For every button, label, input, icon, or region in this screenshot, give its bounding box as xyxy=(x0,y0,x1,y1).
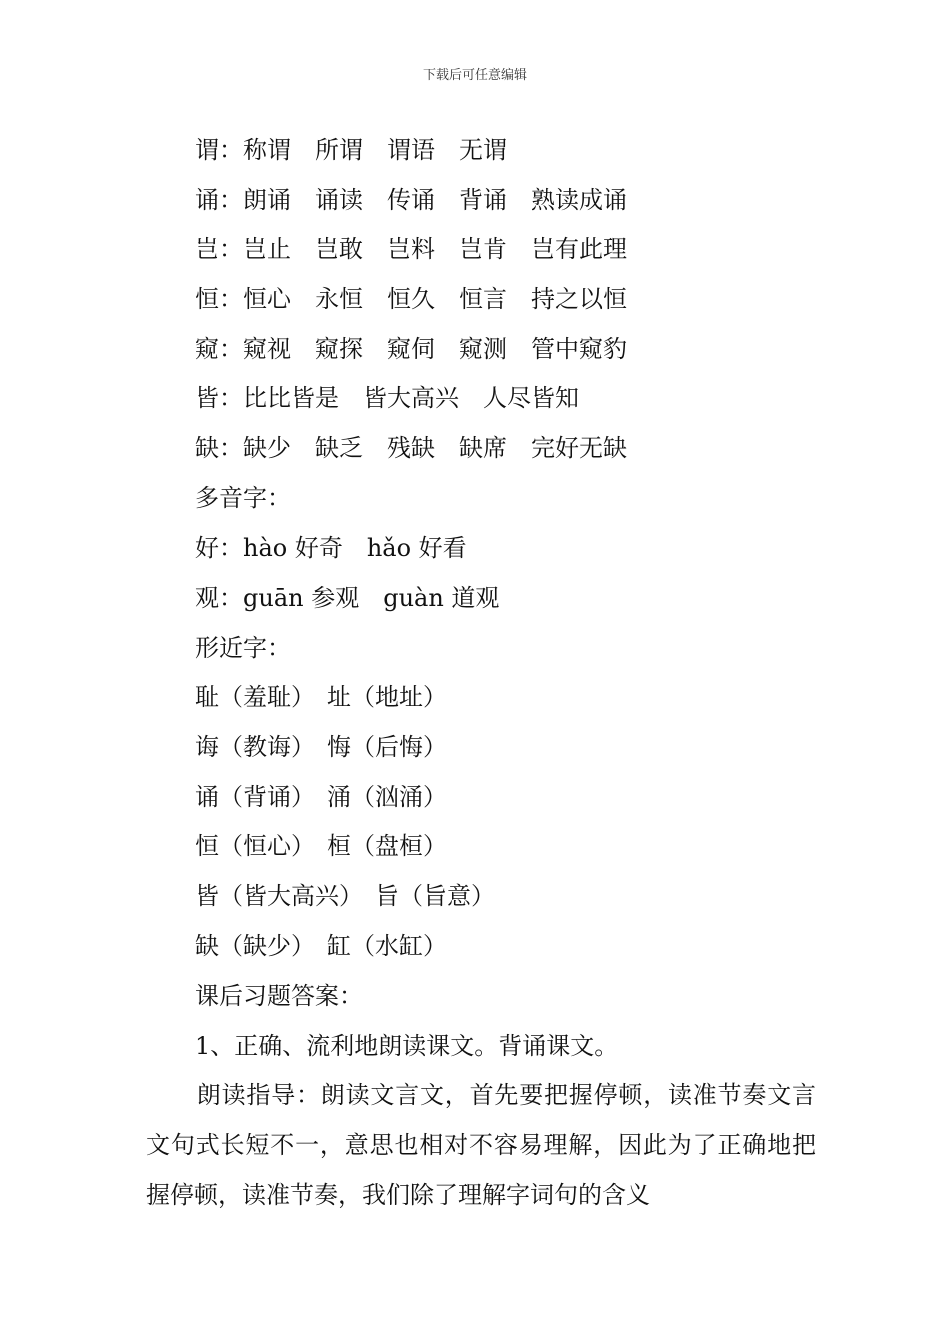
page-header: 下载后可任意编辑 xyxy=(422,68,527,83)
similar-char-line: 诵（背诵） 涌（汹涌） xyxy=(195,783,447,811)
similar-char-line: 皆（皆大高兴） 旨（旨意） xyxy=(195,882,495,910)
polyphone-line: 好：hào 好奇 hǎo 好看 xyxy=(195,534,467,562)
section-heading: 多音字： xyxy=(195,484,291,512)
polyphone-line: 观：guān 参观 guàn 道观 xyxy=(195,584,500,612)
vocab-line: 谓：称谓 所谓 谓语 无谓 xyxy=(195,136,507,164)
paragraph-text: 朗读指导：朗读文言文，首先要把握停顿，读准节奏文言文句式长短不一，意思也相对不容易理解，因此为了正确地把握停顿，读准节奏，我们除了理解字词句的含义 xyxy=(146,1081,816,1209)
section-heading: 形近字： xyxy=(195,634,291,662)
similar-char-line: 诲（教诲） 悔（后悔） xyxy=(195,733,447,761)
similar-char-line: 耻（羞耻） 址（地址） xyxy=(195,683,447,711)
vocab-line: 皆：比比皆是 皆大高兴 人尽皆知 xyxy=(195,384,579,412)
exercise-item: 1、正确、流利地朗读课文。背诵课文。 xyxy=(195,1032,619,1060)
vocab-line: 窥：窥视 窥探 窥伺 窥测 管中窥豹 xyxy=(195,335,627,363)
similar-char-line: 恒（恒心） 桓（盘桓） xyxy=(195,832,447,860)
section-heading: 课后习题答案： xyxy=(195,982,363,1010)
vocab-line: 诵：朗诵 诵读 传诵 背诵 熟读成诵 xyxy=(195,186,627,214)
reading-guidance-paragraph xyxy=(146,1070,816,1220)
vocab-line: 缺：缺少 缺乏 残缺 缺席 完好无缺 xyxy=(195,434,627,462)
vocab-line: 恒：恒心 永恒 恒久 恒言 持之以恒 xyxy=(195,285,627,313)
vocab-line: 岂：岂止 岂敢 岂料 岂肯 岂有此理 xyxy=(195,235,627,263)
similar-char-line: 缺（缺少） 缸（水缸） xyxy=(195,932,447,960)
